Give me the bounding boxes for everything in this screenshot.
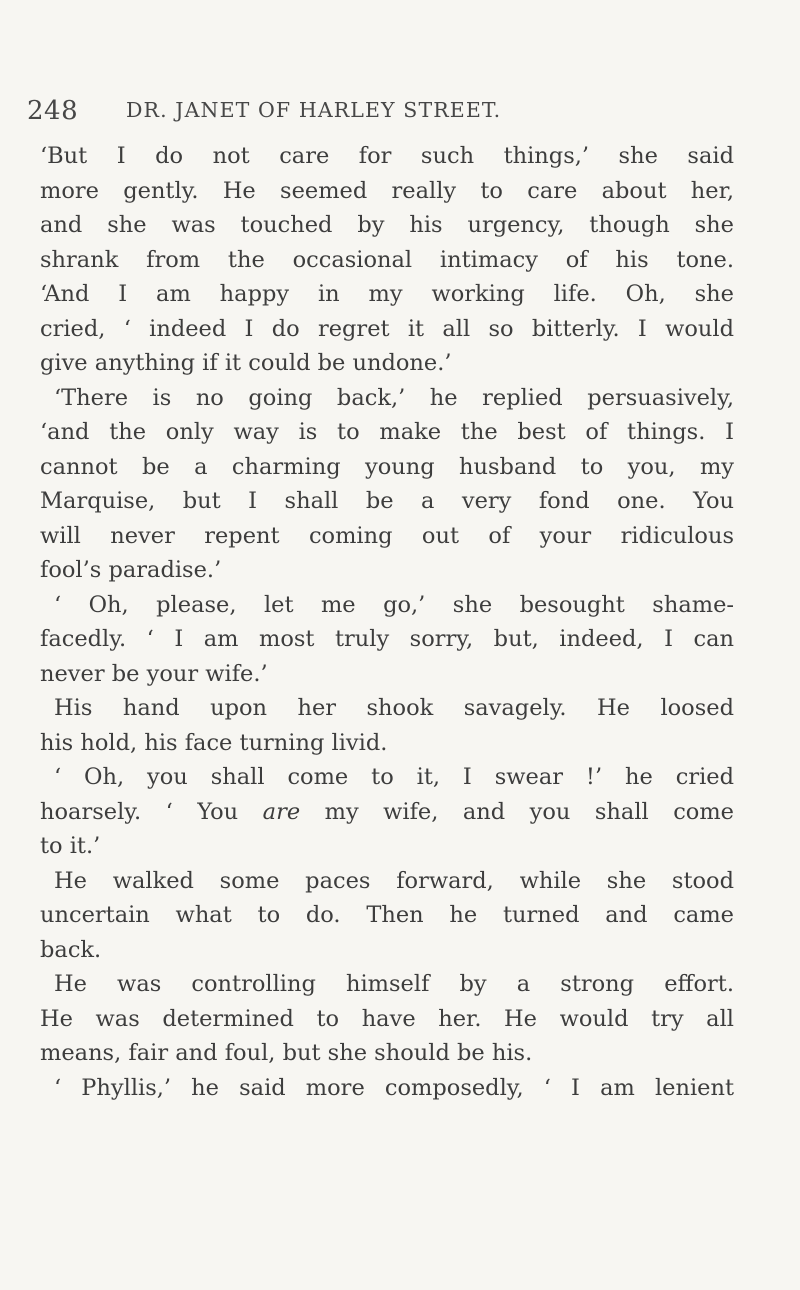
text-line: He was determined to have her. He would try all xyxy=(40,1005,734,1032)
text-line: to it.’ xyxy=(40,833,101,859)
text-line: never be your wife.’ xyxy=(40,660,268,687)
page-number: 248 xyxy=(27,96,79,126)
italic-emphasis: are xyxy=(262,798,301,825)
text-line: His hand upon her shook savagely. He loosed xyxy=(54,695,734,721)
text-line: shrank from the occasional intimacy of his tone. xyxy=(40,246,734,273)
text-line: He walked some paces forward, while she stood xyxy=(54,867,734,894)
text-line: will never repent coming out of your ridiculous xyxy=(40,522,734,549)
text-line: Marquise, but I shall be a very fond one. You xyxy=(40,488,734,514)
text-line: cannot be a charming young husband to you, my xyxy=(40,453,734,480)
body-text xyxy=(40,139,734,1105)
text-line: facedly. ‘ I am most truly sorry, but, indeed, I can xyxy=(40,626,734,652)
text-line: ‘ Oh, please, let me go,’ she besought shame- xyxy=(54,591,734,618)
text-line: ‘ Oh, you shall come to it, I swear !’ he cried xyxy=(54,764,734,790)
running-head: DR. JANET OF HARLEY STREET. xyxy=(126,98,502,122)
text-line xyxy=(40,795,734,830)
text-line: ‘There is no going back,’ he replied persuasively, xyxy=(54,384,734,411)
text-line: back. xyxy=(40,936,102,963)
text-run: hoarsely. ‘ You xyxy=(40,798,263,825)
page-header xyxy=(27,96,727,136)
text-line: ‘But I do not care for such things,’ she said xyxy=(40,143,734,169)
text-line: He was controlling himself by a strong effort. xyxy=(54,971,734,997)
text-line: and she was touched by his urgency, though she xyxy=(40,212,734,238)
text-line: ‘And I am happy in my working life. Oh, she xyxy=(40,281,734,307)
text-run: my wife, and you shall come xyxy=(300,798,734,825)
text-line: more gently. He seemed really to care about her, xyxy=(40,177,734,204)
text-line: give anything if it could be undone.’ xyxy=(40,350,452,376)
text-line: cried, ‘ indeed I do regret it all so bitterly. I would xyxy=(40,315,734,342)
text-line: ‘and the only way is to make the best of things. I xyxy=(40,419,734,445)
text-line: uncertain what to do. Then he turned and came xyxy=(40,902,734,928)
text-line: means, fair and foul, but she should be his. xyxy=(40,1040,533,1066)
text-line: ‘ Phyllis,’ he said more composedly, ‘ I am lenient xyxy=(54,1074,734,1101)
text-line: his hold, his face turning livid. xyxy=(40,729,388,756)
text-line: fool’s paradise.’ xyxy=(40,557,222,583)
